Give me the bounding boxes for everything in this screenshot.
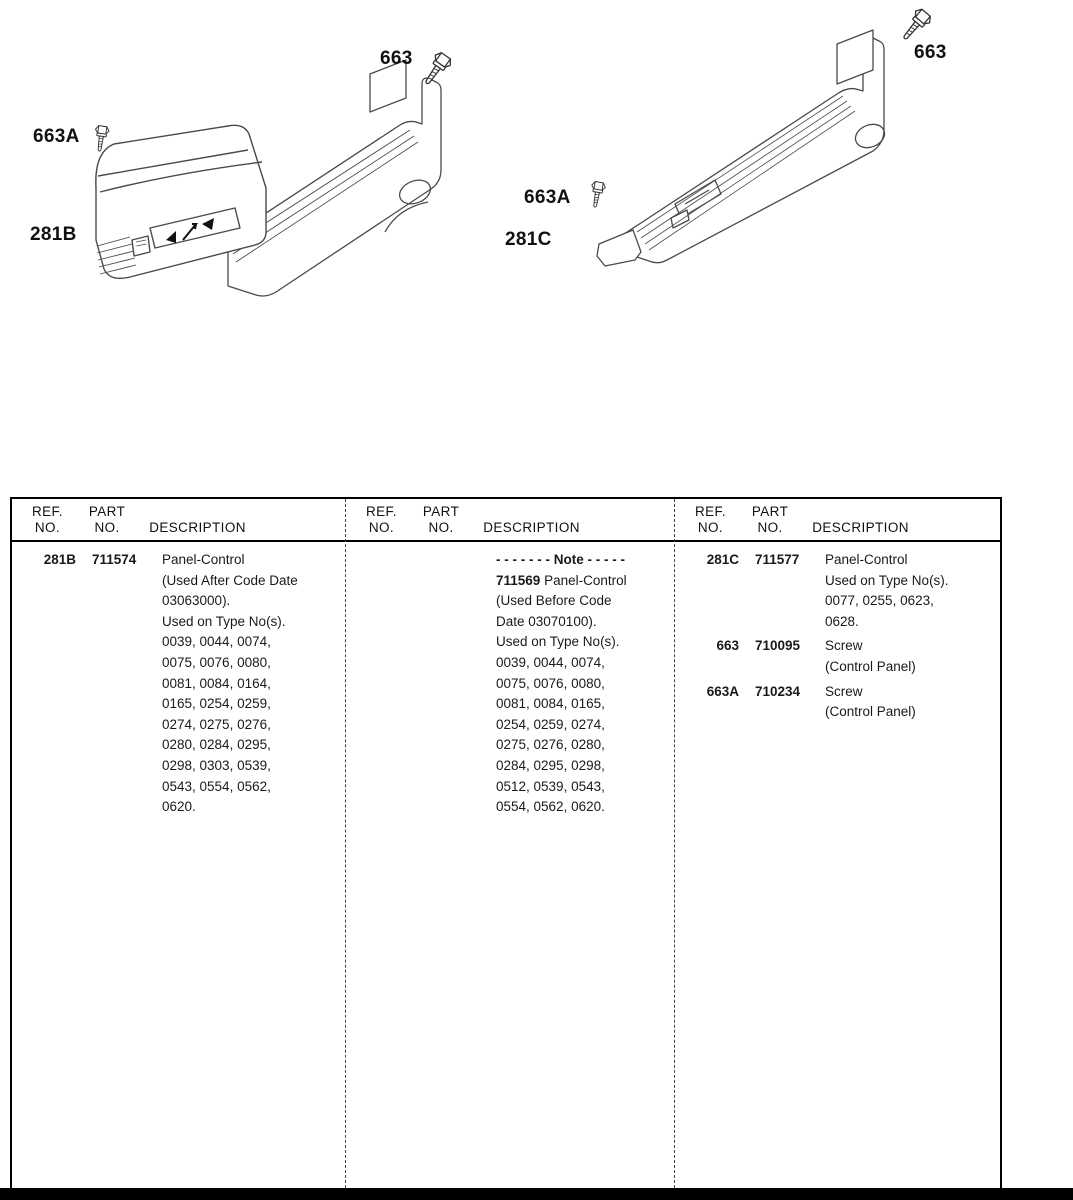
ref-no-header bbox=[32, 504, 63, 536]
table-column-1 bbox=[12, 499, 345, 1188]
table-column-3 bbox=[674, 499, 1000, 1188]
part-header-line2: NO. bbox=[757, 520, 783, 535]
description-line: 0081, 0084, 0165, bbox=[496, 696, 605, 712]
page-bottom-rule bbox=[0, 1188, 1073, 1200]
part-no-value: 710095 bbox=[755, 638, 801, 654]
description-line: 0543, 0554, 0562, bbox=[162, 778, 271, 794]
ref-header-line2: NO. bbox=[697, 520, 724, 535]
table-header bbox=[675, 499, 1000, 542]
description-line: 0274, 0275, 0276, bbox=[162, 716, 271, 732]
description-line: 0075, 0076, 0080, bbox=[496, 675, 605, 691]
description-line: Date 03070100). bbox=[496, 613, 597, 629]
ref-header-line1: REF. bbox=[695, 504, 726, 519]
ref-no-header bbox=[695, 504, 726, 536]
part-header-line1: PART bbox=[422, 504, 460, 519]
parts-entry bbox=[675, 550, 1000, 632]
description-header: DESCRIPTION bbox=[483, 520, 580, 535]
ref-no-value: 663A bbox=[706, 683, 739, 699]
ref-header-line2: NO. bbox=[34, 520, 61, 535]
ref-no-header bbox=[366, 504, 397, 536]
part-no-header bbox=[752, 504, 788, 536]
part-header-line1: PART bbox=[88, 504, 126, 519]
parts-entry bbox=[12, 550, 345, 818]
description-line: (Used After Code Date bbox=[162, 572, 298, 588]
description-line: 0554, 0562, 0620. bbox=[496, 799, 605, 815]
parts-entry bbox=[346, 550, 674, 818]
ref-header-line2: NO. bbox=[368, 520, 395, 535]
description-line: 0284, 0295, 0298, bbox=[496, 757, 605, 773]
description-line: 0512, 0539, 0543, bbox=[496, 778, 605, 794]
description-line: (Control Panel) bbox=[825, 704, 916, 720]
ref-header-line1: REF. bbox=[32, 504, 63, 519]
description-line: 0081, 0084, 0164, bbox=[162, 675, 271, 691]
description-line: 0275, 0276, 0280, bbox=[496, 737, 605, 753]
table-column-2 bbox=[345, 499, 674, 1188]
table-body-1 bbox=[12, 542, 345, 818]
callout-281b: 281B bbox=[30, 224, 77, 245]
description-line: Used on Type No(s). bbox=[162, 613, 286, 629]
description-line: 0254, 0259, 0274, bbox=[496, 716, 605, 732]
description-value bbox=[825, 550, 1000, 632]
description-line: Panel-Control bbox=[825, 552, 908, 567]
panel-281c-illustration bbox=[575, 8, 925, 273]
description-line: Used on Type No(s). bbox=[825, 572, 949, 588]
description-line: 0165, 0254, 0259, bbox=[162, 696, 271, 712]
description-line: 0620. bbox=[162, 799, 196, 815]
part-no-header bbox=[89, 504, 125, 536]
description-line: (Control Panel) bbox=[825, 658, 916, 674]
description-value bbox=[162, 550, 345, 818]
description-header: DESCRIPTION bbox=[149, 520, 246, 535]
ref-header-line1: REF. bbox=[366, 504, 397, 519]
description-line: 0280, 0284, 0295, bbox=[162, 737, 271, 753]
callout-663-left: 663 bbox=[380, 48, 413, 69]
description-line: 0039, 0044, 0074, bbox=[162, 634, 271, 650]
part-no-value: 711574 bbox=[92, 552, 137, 567]
description-line: 0075, 0076, 0080, bbox=[162, 654, 271, 670]
table-header bbox=[12, 499, 345, 542]
description-value bbox=[825, 682, 1000, 723]
table-body-3 bbox=[675, 542, 1000, 723]
description-line: Screw bbox=[825, 638, 863, 654]
table-header bbox=[346, 499, 674, 542]
parts-table bbox=[10, 497, 1002, 1188]
panel-281b-illustration bbox=[80, 40, 445, 310]
callout-663-right: 663 bbox=[914, 42, 947, 63]
description-line: (Used Before Code bbox=[496, 593, 612, 609]
callout-663a-left: 663A bbox=[33, 126, 80, 147]
part-no-value: 711577 bbox=[755, 552, 800, 567]
ref-no-value: 281C bbox=[706, 552, 739, 567]
description-line: Screw bbox=[825, 683, 863, 699]
description-line: Panel-Control bbox=[162, 552, 245, 567]
description-line: - - - - - - - Note - - - - - bbox=[496, 552, 625, 567]
description-line: 0628. bbox=[825, 613, 859, 629]
part-no-value: 710234 bbox=[755, 683, 801, 699]
part-header-line2: NO. bbox=[94, 520, 120, 535]
description-line: 711569 Panel-Control bbox=[496, 572, 627, 588]
ref-no-value: 663 bbox=[716, 638, 739, 654]
ref-no-value bbox=[358, 550, 410, 818]
callout-281c: 281C bbox=[505, 229, 552, 250]
part-header-line1: PART bbox=[751, 504, 789, 519]
parts-entry bbox=[675, 636, 1000, 677]
callout-663a-right: 663A bbox=[524, 187, 571, 208]
description-value bbox=[496, 550, 674, 818]
table-body-2 bbox=[346, 542, 674, 818]
ref-no-value: 281B bbox=[43, 552, 76, 567]
part-header-line2: NO. bbox=[428, 520, 454, 535]
description-line: 03063000). bbox=[162, 593, 231, 609]
parts-entry bbox=[675, 682, 1000, 723]
description-line: Used on Type No(s). bbox=[496, 634, 620, 650]
description-value bbox=[825, 636, 1000, 677]
part-no-value bbox=[410, 550, 496, 818]
description-line: 0039, 0044, 0074, bbox=[496, 654, 605, 670]
description-line: 0298, 0303, 0539, bbox=[162, 757, 271, 773]
part-no-header bbox=[423, 504, 459, 536]
description-header: DESCRIPTION bbox=[812, 520, 909, 535]
description-line: 0077, 0255, 0623, bbox=[825, 593, 934, 609]
